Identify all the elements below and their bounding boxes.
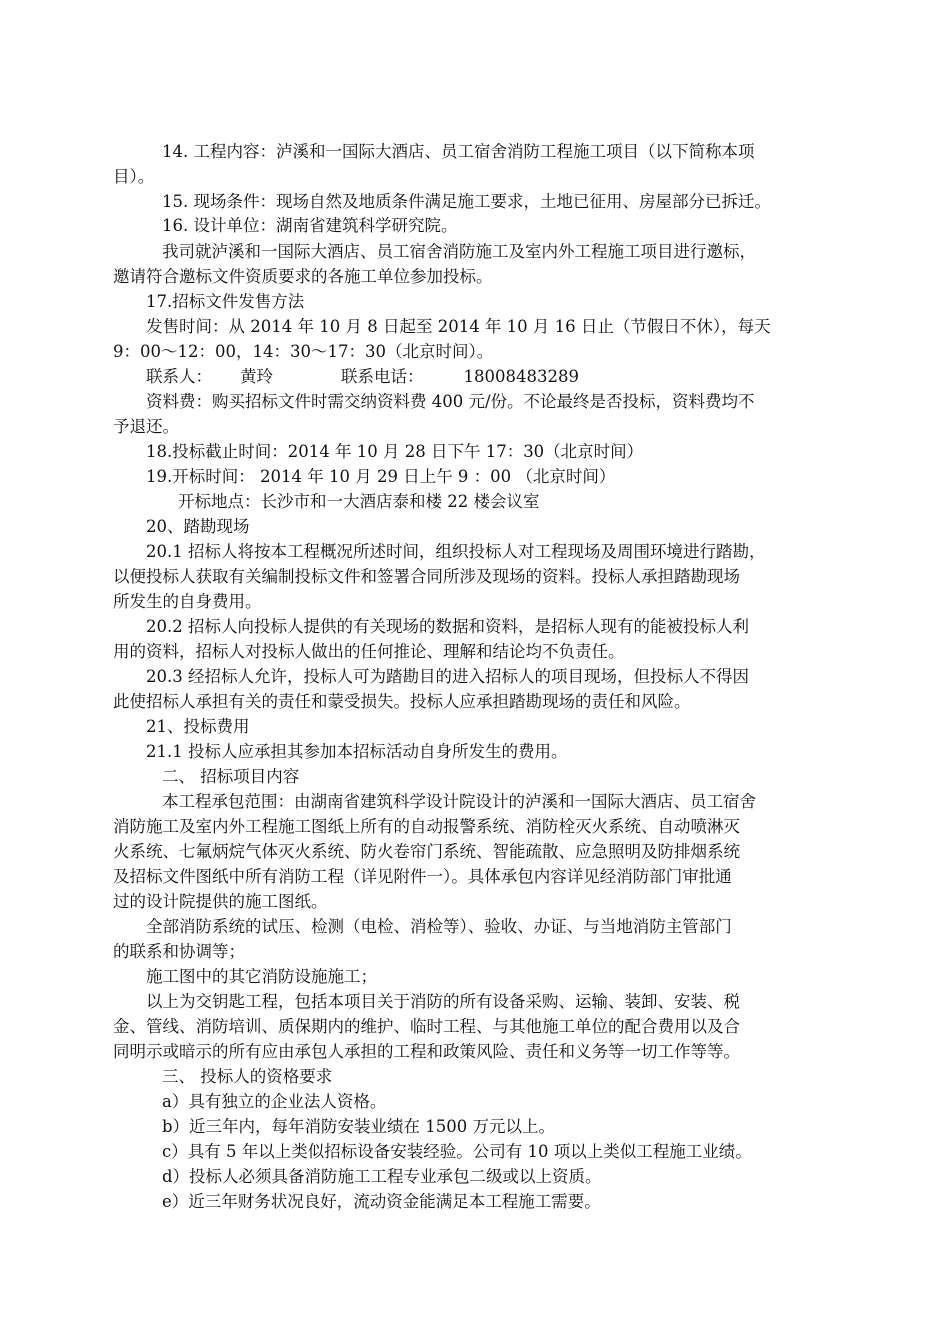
bid-opening-location: 开标地点：长沙市和一大酒店泰和楼 22 楼会议室 (178, 492, 540, 511)
item-20-2-line-2: 用的资料，招标人对投标人做出的任何推论、理解和结论均不负责任。 (113, 642, 625, 661)
sale-time-line-1: 发售时间：从 2014 年 10 月 8 日起至 2014 年 10 月 16 日止（节假日不休），每天 (146, 317, 771, 336)
testing-line-1: 全部消防系统的试压、检测（电检、消检等）、验收、办证、与当地消防主管部门 (146, 917, 732, 936)
fee-line-1: 资料费：购买招标文件时需交纳资料费 400 元/份。不论最终是否投标，资料费均不 (146, 392, 755, 411)
item-14-line-1: 14. 工程内容：泸溪和一国际大酒店、员工宿舍消防工程施工项目（以下简称本项 (162, 142, 755, 161)
qualification-c: c）具有 5 年以上类似招标设备安装经验。公司有 10 项以上类似工程施工业绩。 (162, 1142, 752, 1161)
contact-label: 联系人： (146, 367, 212, 386)
scope-line-2: 消防施工及室内外工程施工图纸上所有的自动报警系统、消防栓灭火系统、自动喷淋灭 (113, 817, 740, 836)
turnkey-line-2: 金、管线、消防培训、质保期内的维护、临时工程、与其他施工单位的配合费用以及合 (113, 1017, 740, 1036)
contact-phone-label: 联系电话： (341, 367, 424, 386)
testing-line-2: 的联系和协调等； (113, 942, 245, 961)
item-20-heading: 20、踏勘现场 (146, 517, 250, 536)
item-15: 15. 现场条件：现场自然及地质条件满足施工要求，土地已征用、房屋部分已拆迁。 (162, 192, 771, 211)
contact-phone: 18008483289 (463, 367, 579, 386)
item-20-3-line-1: 20.3 经招标人允许，投标人可为踏勘目的进入招标人的项目现场，但投标人不得因 (146, 667, 749, 686)
invite-line-2: 邀请符合邀标文件资质要求的各施工单位参加投标。 (113, 267, 493, 286)
item-17-heading: 17.招标文件发售方法 (146, 292, 305, 311)
item-20-3-line-2: 此使招标人承担有关的责任和蒙受损失。投标人应承担踏勘现场的责任和风险。 (113, 692, 691, 711)
invite-line-1: 我司就泸溪和一国际大酒店、员工宿舍消防施工及室内外工程施工项目进行邀标， (162, 242, 756, 261)
other-facilities: 施工图中的其它消防设施施工； (146, 967, 377, 986)
qualification-e: e）近三年财务状况良好，流动资金能满足本工程施工需要。 (162, 1192, 601, 1211)
item-20-1-line-1: 20.1 招标人将按本工程概况所述时间，组织投标人对工程现场及周围环境进行踏勘， (146, 542, 766, 561)
contact-line (146, 365, 579, 389)
sale-time-line-2: 9：00～12：00，14：30～17：30（北京时间）。 (113, 342, 494, 361)
qualification-d: d）投标人必须具备消防施工工程专业承包二级或以上资质。 (162, 1167, 602, 1186)
fee-line-2: 予退还。 (113, 417, 179, 436)
scope-line-4: 及招标文件图纸中所有消防工程（详见附件一）。具体承包内容详见经消防部门审批通 (113, 867, 732, 886)
scope-line-1: 本工程承包范围：由湖南省建筑科学设计院设计的泸溪和一国际大酒店、员工宿舍 (162, 792, 756, 811)
item-20-1-line-2: 以便投标人获取有关编制投标文件和签署合同所涉及现场的资料。投标人承担踏勘现场 (113, 567, 740, 586)
item-16: 16. 设计单位：湖南省建筑科学研究院。 (162, 216, 458, 235)
qualification-b: b）近三年内，每年消防安装业绩在 1500 万元以上。 (162, 1117, 556, 1136)
section-3-heading: 三、 投标人的资格要求 (162, 1067, 333, 1086)
section-2-heading: 二、 招标项目内容 (162, 767, 300, 786)
turnkey-line-3: 同明示或暗示的所有应由承包人承担的工程和政策风险、责任和义务等一切工作等等。 (113, 1042, 740, 1061)
item-20-2-line-1: 20.2 招标人向投标人提供的有关现场的数据和资料，是招标人现有的能被投标人利 (146, 617, 749, 636)
item-18: 18.投标截止时间：2014 年 10 月 28 日下午 17：30（北京时间） (146, 442, 644, 461)
scope-line-5: 过的设计院提供的施工图纸。 (113, 892, 328, 911)
item-20-1-line-3: 所发生的自身费用。 (113, 592, 262, 611)
item-21-1: 21.1 投标人应承担其参加本招标活动自身所发生的费用。 (146, 742, 568, 761)
item-14-line-2: 目）。 (113, 167, 155, 186)
turnkey-line-1: 以上为交钥匙工程，包括本项目关于消防的所有设备采购、运输、装卸、安装、税 (146, 992, 740, 1011)
item-21-heading: 21、投标费用 (146, 717, 250, 736)
scope-line-3: 火系统、七氟炳烷气体灭火系统、防火卷帘门系统、智能疏散、应急照明及防排烟系统 (113, 842, 740, 861)
contact-name: 黄玲 (240, 367, 273, 386)
item-19: 19.开标时间： 2014 年 10 月 29 日上午 9 ：00 （北京时间） (146, 467, 616, 486)
qualification-a: a）具有独立的企业法人资格。 (162, 1092, 387, 1111)
